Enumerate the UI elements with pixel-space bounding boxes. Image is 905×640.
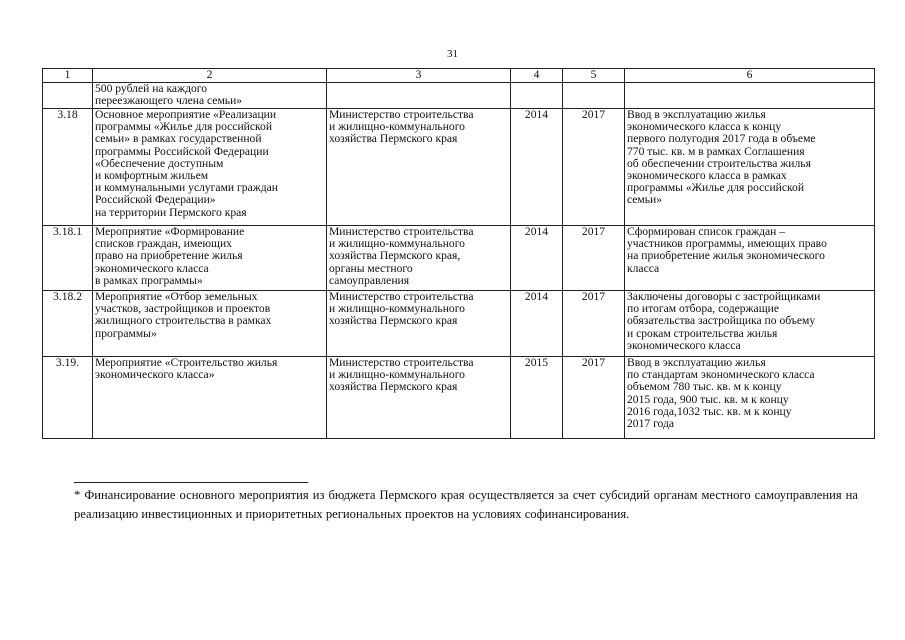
- row-start-year: 2014: [511, 109, 563, 226]
- row-event: Мероприятие «Строительство жилья экономического класса»: [93, 357, 327, 439]
- table-row: [43, 109, 875, 226]
- row-executor: Министерство строительства и жилищно-коммунального хозяйства Пермского края: [327, 357, 511, 439]
- row-end-year: 2017: [563, 357, 625, 439]
- column-header-start-year: 4: [511, 69, 563, 83]
- footnote: * Финансирование основного мероприятия из бюджета Пермского края осуществляется за счет субсидий органам местного самоуправления на реализацию инвестиционных и приоритетных региональных проектов на условиях софинансирования.: [74, 488, 858, 521]
- row-executor: Министерство строительства и жилищно-коммунального хозяйства Пермского края: [327, 291, 511, 357]
- row-event: Мероприятие «Формирование списков граждан, имеющих право на приобретение жилья экономического класса в рамках программы»: [93, 226, 327, 291]
- column-header-result: 6: [625, 69, 875, 83]
- row-start-year: 2015: [511, 357, 563, 439]
- column-header-event: 2: [93, 69, 327, 83]
- row-start-year: 2014: [511, 226, 563, 291]
- row-executor: Министерство строительства и жилищно-коммунального хозяйства Пермского края, органы местного самоуправления: [327, 226, 511, 291]
- row-result: Заключены договоры с застройщиками по итогам отбора, содержащие обязательства застройщика по объему и срокам строительства жилья экономического класса: [625, 291, 875, 357]
- row-end-year: 2017: [563, 291, 625, 357]
- row-end-year: 2017: [563, 109, 625, 226]
- row-result: Ввод в эксплуатацию жилья экономического класса к концу первого полугодия 2017 года в объеме 770 тыс. кв. м в рамках Соглашения об обеспечении строительства жилья экономического класса в рамках программы «Жилье для российской семьи»: [625, 109, 875, 226]
- table-row: [43, 291, 875, 357]
- row-result: [625, 83, 875, 109]
- row-executor: [327, 83, 511, 109]
- page-number: 31: [447, 48, 458, 60]
- row-event: Мероприятие «Отбор земельных участков, застройщиков и проектов жилищного строительства в рамках программы»: [93, 291, 327, 357]
- row-number: 3.18: [43, 109, 93, 226]
- column-header-end-year: 5: [563, 69, 625, 83]
- row-result: Ввод в эксплуатацию жилья по стандартам экономического класса объемом 780 тыс. кв. м к концу 2015 года, 900 тыс. кв. м к концу 2016 года,1032 тыс. кв. м к концу 2017 года: [625, 357, 875, 439]
- row-start-year: 2014: [511, 291, 563, 357]
- row-number: 3.18.2: [43, 291, 93, 357]
- table-row: [43, 226, 875, 291]
- row-event: Основное мероприятие «Реализации программы «Жилье для российской семьи» в рамках государственной программы Российской Федерации «Обеспечение доступным и комфортным жильем и коммунальными услугами граждан Российской Федерации» на территории Пермского края: [93, 109, 327, 226]
- row-result: Сформирован список граждан – участников программы, имеющих право на приобретение жилья экономического класса: [625, 226, 875, 291]
- row-number: 3.18.1: [43, 226, 93, 291]
- row-event: 500 рублей на каждого переезжающего члена семьи»: [93, 83, 327, 109]
- row-number: [43, 83, 93, 109]
- column-header-number: 1: [43, 69, 93, 83]
- table-row: [43, 357, 875, 439]
- table-header-row: [43, 69, 875, 83]
- footnote-separator: [74, 482, 308, 483]
- row-end-year: 2017: [563, 226, 625, 291]
- table-row: [43, 83, 875, 109]
- program-events-table: [42, 68, 875, 439]
- column-header-executor: 3: [327, 69, 511, 83]
- row-executor: Министерство строительства и жилищно-коммунального хозяйства Пермского края: [327, 109, 511, 226]
- row-start-year: [511, 83, 563, 109]
- row-end-year: [563, 83, 625, 109]
- row-number: 3.19.: [43, 357, 93, 439]
